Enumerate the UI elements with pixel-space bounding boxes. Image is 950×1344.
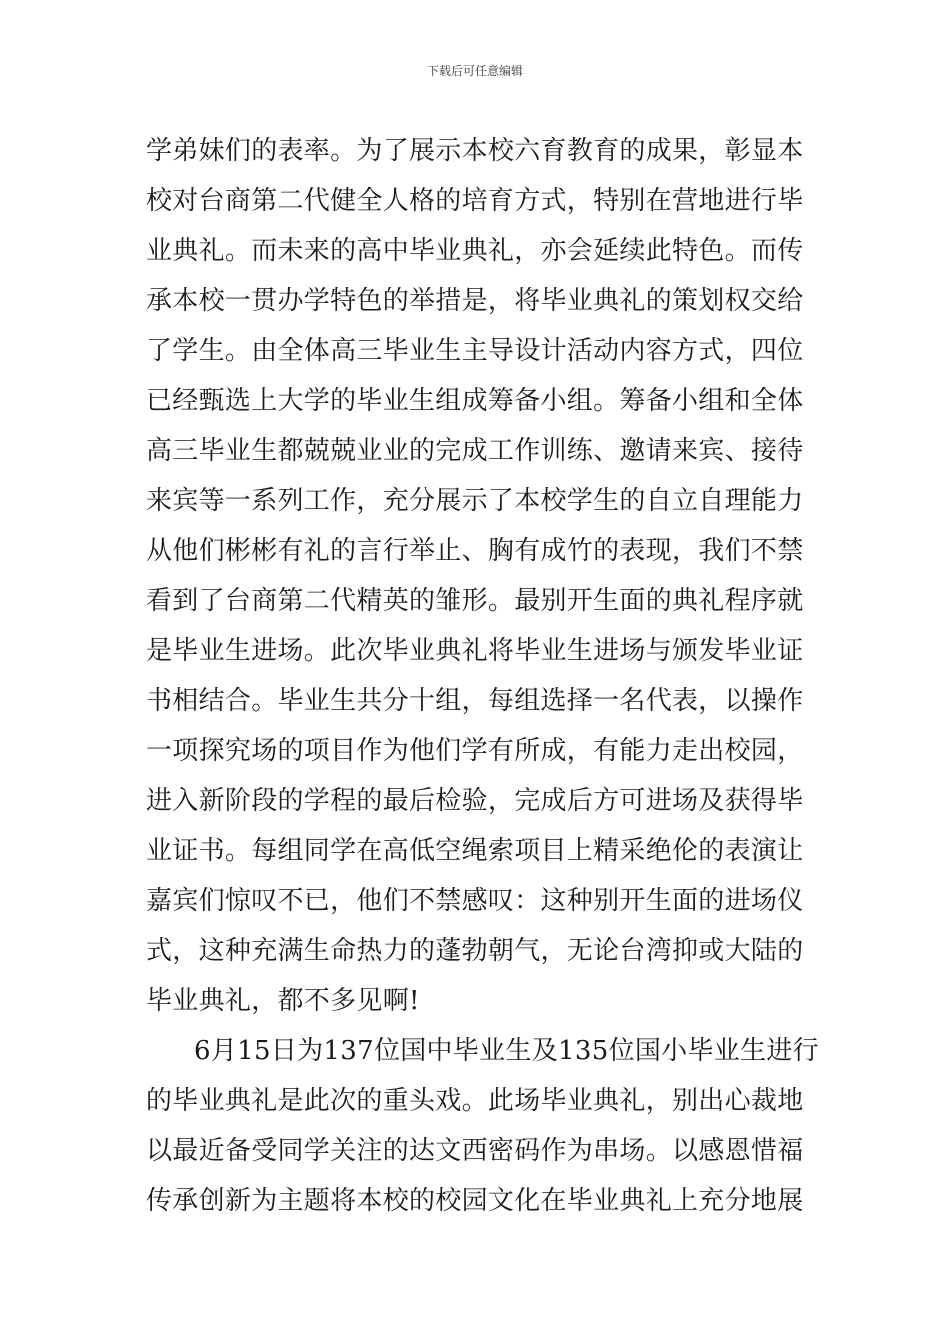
document-body — [146, 126, 819, 1226]
text-line: 从他们彬彬有礼的言行举止、胸有成竹的表现，我们不禁 — [146, 536, 804, 566]
text-line: 高三毕业生都兢兢业业的完成工作训练、邀请来宾、接待 — [146, 436, 804, 466]
text-line: 承本校一贯办学特色的举措是，将毕业典礼的策划权交给 — [146, 286, 804, 316]
text-line: 进入新阶段的学程的最后检验，完成后方可进场及获得毕 — [146, 786, 804, 816]
text-line: 以最近备受同学关注的达文西密码作为串场。以感恩惜福 — [146, 1136, 804, 1166]
text-line: 业典礼。而未来的高中毕业典礼，亦会延续此特色。而传 — [146, 236, 804, 266]
text-line: 的毕业典礼是此次的重头戏。此场毕业典礼，别出心裁地 — [146, 1086, 804, 1116]
text-line: 毕业典礼，都不多见啊! — [146, 986, 420, 1016]
text-line: 已经甄选上大学的毕业生组成筹备小组。筹备小组和全体 — [146, 386, 804, 416]
text-line: 校对台商第二代健全人格的培育方式，特别在营地进行毕 — [146, 186, 804, 216]
text-line: 一项探究场的项目作为他们学有所成，有能力走出校园， — [146, 736, 804, 766]
page-header-note: 下载后可任意编辑 — [426, 64, 523, 78]
text-line: 式，这种充满生命热力的蓬勃朝气，无论台湾抑或大陆的 — [146, 936, 804, 966]
text-line: 学弟妹们的表率。为了展示本校六育教育的成果，彰显本 — [146, 136, 804, 166]
text-line: 来宾等一系列工作，充分展示了本校学生的自立自理能力 — [146, 486, 804, 516]
text-line: 业证书。每组同学在高低空绳索项目上精采绝伦的表演让 — [146, 836, 804, 866]
paragraph-2 — [146, 1026, 819, 1226]
text-line: 6月15日为137位国中毕业生及135位国小毕业生进行 — [194, 1036, 819, 1066]
text-line: 是毕业生进场。此次毕业典礼将毕业生进场与颁发毕业证 — [146, 636, 804, 666]
text-line: 嘉宾们惊叹不已，他们不禁感叹：这种别开生面的进场仪 — [146, 886, 804, 916]
paragraph-1 — [146, 126, 810, 1026]
text-line: 书相结合。毕业生共分十组，每组选择一名代表，以操作 — [146, 686, 804, 716]
text-line: 看到了台商第二代精英的雏形。最别开生面的典礼程序就 — [146, 586, 804, 616]
text-line: 传承创新为主题将本校的校园文化在毕业典礼上充分地展 — [146, 1186, 804, 1216]
text-line: 了学生。由全体高三毕业生主导设计活动内容方式，四位 — [146, 336, 804, 366]
